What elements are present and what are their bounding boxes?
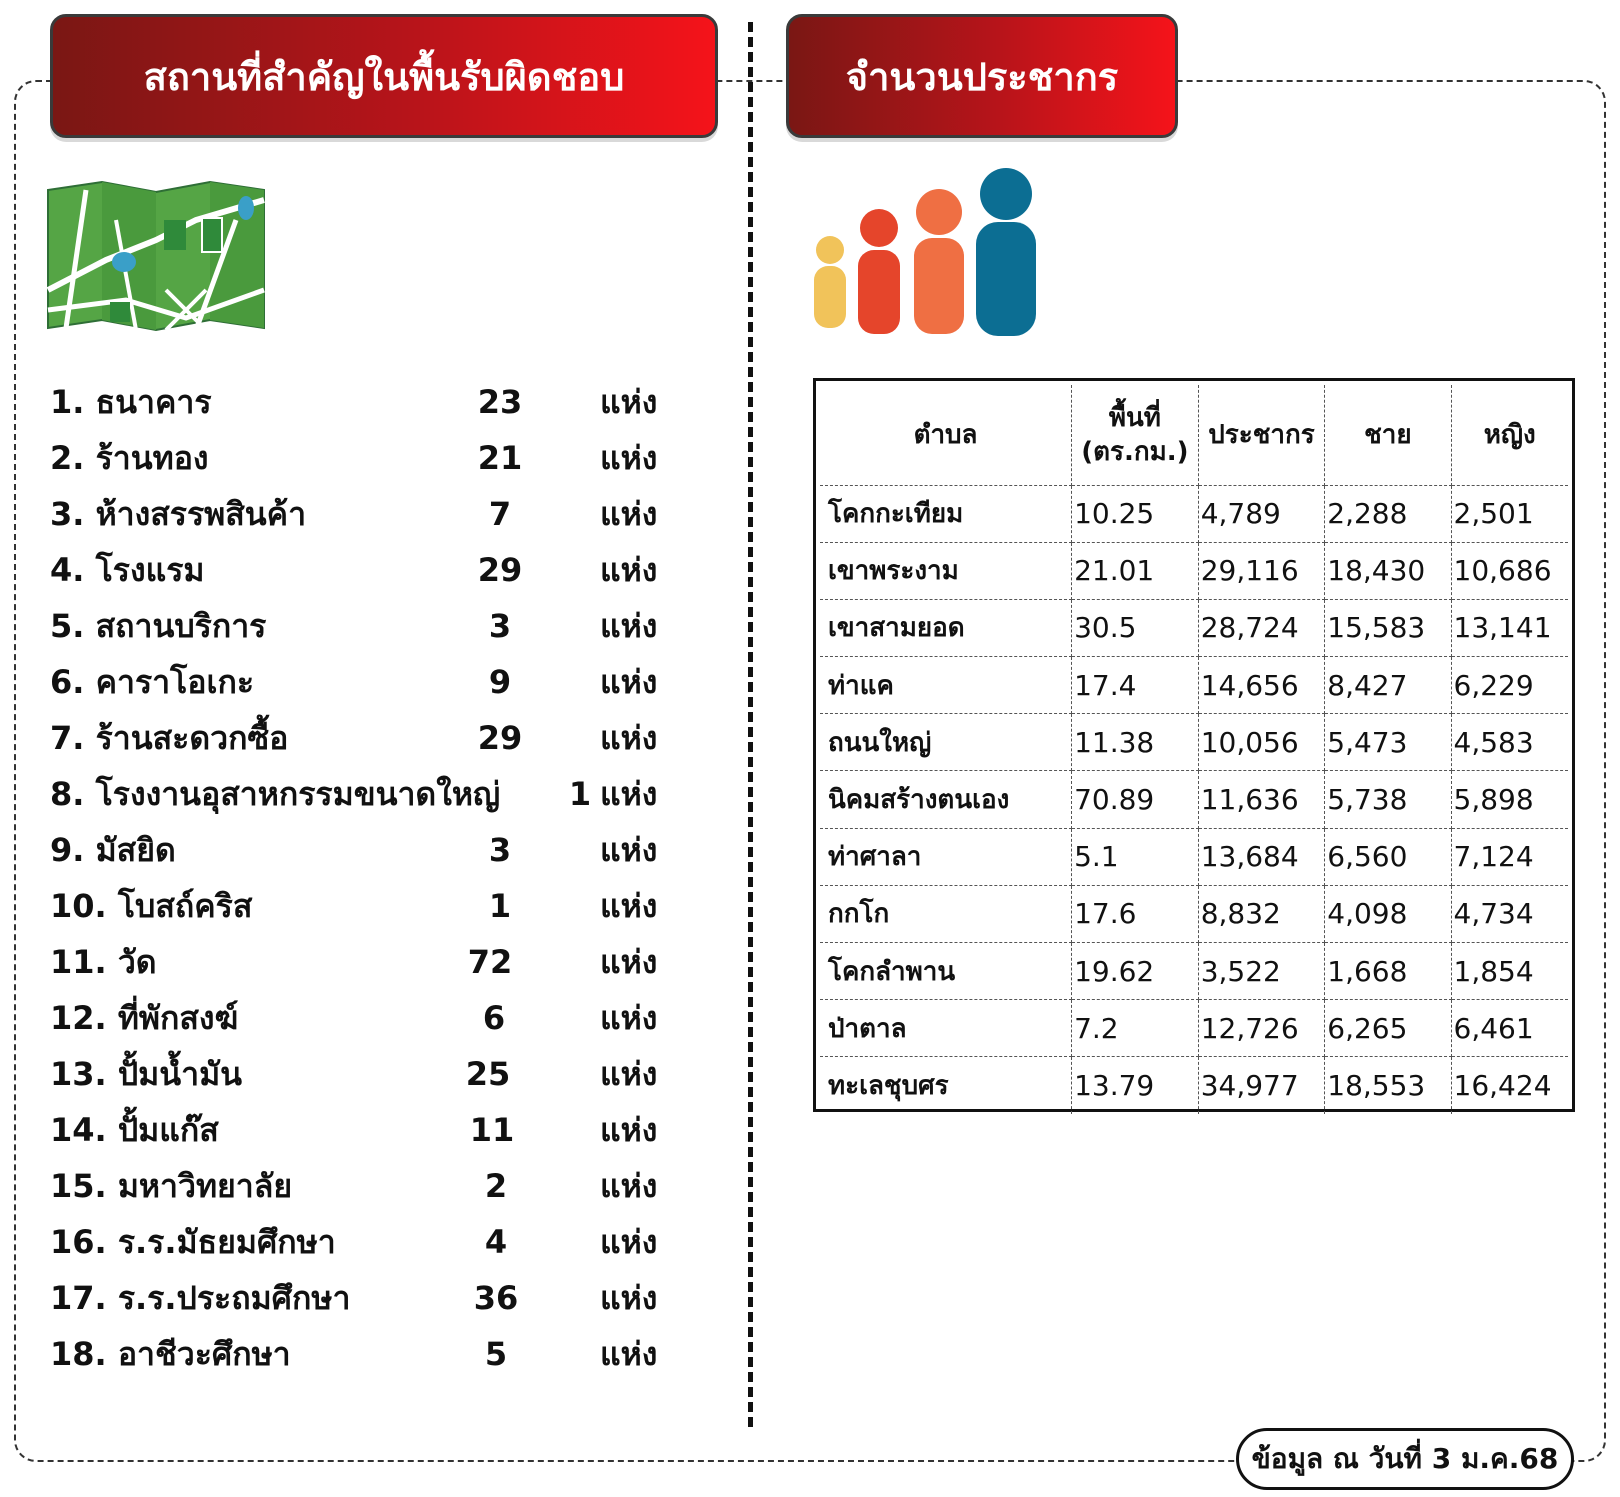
place-count: 1 <box>488 887 512 925</box>
table-row <box>820 1057 1568 1114</box>
landmarks-list <box>50 374 710 1382</box>
place-count: 3 <box>488 607 512 645</box>
table-row <box>820 1000 1568 1057</box>
place-count: 6 <box>482 999 506 1037</box>
place-unit: แห่ง <box>600 607 658 645</box>
place-unit: แห่ง <box>600 1335 658 1373</box>
list-item <box>50 1102 710 1158</box>
place-label: 10. โบสถ์คริส <box>50 887 253 925</box>
cell-area: 70.89 <box>1072 771 1199 828</box>
cell-male: 2,288 <box>1325 485 1451 542</box>
place-label: 11. วัด <box>50 943 157 981</box>
cell-population: 12,726 <box>1198 1000 1325 1057</box>
landmarks-title: สถานที่สำคัญในพื้นรับผิดชอบ <box>143 54 625 99</box>
list-item <box>50 934 710 990</box>
place-label: 15. มหาวิทยาลัย <box>50 1167 293 1205</box>
table-row <box>820 542 1568 599</box>
cell-population: 8,832 <box>1198 885 1325 942</box>
place-count: 25 <box>465 1055 511 1093</box>
cell-subdistrict: เขาพระงาม <box>820 542 1072 599</box>
cell-female: 4,734 <box>1451 885 1568 942</box>
place-label: 12. ที่พักสงฆ์ <box>50 999 239 1037</box>
cell-male: 8,427 <box>1325 657 1451 714</box>
list-item <box>50 878 710 934</box>
place-label: 17. ร.ร.ประถมศึกษา <box>50 1279 351 1317</box>
list-item <box>50 822 710 878</box>
column-divider <box>748 22 753 1427</box>
place-label: 2. ร้านทอง <box>50 439 209 477</box>
list-item <box>50 990 710 1046</box>
cell-area: 17.6 <box>1072 885 1199 942</box>
cell-population: 14,656 <box>1198 657 1325 714</box>
cell-population: 28,724 <box>1198 599 1325 656</box>
landmarks-title-banner <box>50 14 718 138</box>
cell-population: 10,056 <box>1198 714 1325 771</box>
place-label: 6. คาราโอเกะ <box>50 663 254 701</box>
list-item <box>50 430 710 486</box>
place-count: 5 <box>484 1335 508 1373</box>
cell-population: 34,977 <box>1198 1057 1325 1114</box>
cell-female: 6,229 <box>1451 657 1568 714</box>
table-header-row <box>820 385 1568 485</box>
cell-female: 2,501 <box>1451 485 1568 542</box>
cell-female: 10,686 <box>1451 542 1568 599</box>
list-item <box>50 1214 710 1270</box>
list-item <box>50 1326 710 1382</box>
table-row <box>820 828 1568 885</box>
header-female: หญิง <box>1451 385 1568 485</box>
place-count: 7 <box>488 495 512 533</box>
place-unit: แห่ง <box>600 999 658 1037</box>
place-unit: แห่ง <box>600 775 658 813</box>
list-item <box>50 598 710 654</box>
population-title: จำนวนประชากร <box>845 54 1119 99</box>
table-row <box>820 599 1568 656</box>
place-count: 9 <box>488 663 512 701</box>
list-item <box>50 542 710 598</box>
list-item <box>50 1158 710 1214</box>
population-table <box>813 378 1575 1112</box>
place-unit: แห่ง <box>600 831 658 869</box>
cell-female: 5,898 <box>1451 771 1568 828</box>
place-label: 4. โรงแรม <box>50 551 205 589</box>
cell-male: 18,553 <box>1325 1057 1451 1114</box>
cell-population: 3,522 <box>1198 943 1325 1000</box>
place-count: 29 <box>477 719 523 757</box>
place-unit: แห่ง <box>600 1055 658 1093</box>
table-row <box>820 885 1568 942</box>
place-unit: แห่ง <box>600 439 658 477</box>
cell-subdistrict: ป่าตาล <box>820 1000 1072 1057</box>
header-area <box>1072 385 1199 485</box>
place-unit: แห่ง <box>600 1223 658 1261</box>
list-item <box>50 766 710 822</box>
place-unit: แห่ง <box>600 1167 658 1205</box>
cell-area: 21.01 <box>1072 542 1199 599</box>
place-label: 3. ห้างสรรพสินค้า <box>50 495 307 533</box>
place-label: 14. ปั้มแก๊ส <box>50 1111 219 1149</box>
cell-subdistrict: ท่าแค <box>820 657 1072 714</box>
cell-female: 6,461 <box>1451 1000 1568 1057</box>
place-label: 5. สถานบริการ <box>50 607 267 645</box>
folded-map-icon <box>46 180 276 338</box>
cell-male: 6,265 <box>1325 1000 1451 1057</box>
place-count: 1 <box>568 775 592 813</box>
place-unit: แห่ง <box>600 1111 658 1149</box>
header-area-line2: (ตร.กม.) <box>1081 436 1189 467</box>
footnote-text: ข้อมูล ณ วันที่ 3 ม.ค.68 <box>1251 1442 1559 1475</box>
cell-female: 4,583 <box>1451 714 1568 771</box>
table-row <box>820 714 1568 771</box>
table-row <box>820 771 1568 828</box>
cell-area: 7.2 <box>1072 1000 1199 1057</box>
data-date-footnote <box>1236 1428 1574 1490</box>
cell-male: 6,560 <box>1325 828 1451 885</box>
cell-subdistrict: เขาสามยอด <box>820 599 1072 656</box>
place-label: 7. ร้านสะดวกซื้อ <box>50 719 289 757</box>
cell-population: 13,684 <box>1198 828 1325 885</box>
table-row <box>820 657 1568 714</box>
header-population: ประชากร <box>1198 385 1325 485</box>
place-count: 36 <box>473 1279 519 1317</box>
cell-male: 5,738 <box>1325 771 1451 828</box>
place-count: 23 <box>477 383 523 421</box>
cell-male: 15,583 <box>1325 599 1451 656</box>
list-item <box>50 710 710 766</box>
cell-subdistrict: โคกกะเทียม <box>820 485 1072 542</box>
place-count: 4 <box>484 1223 508 1261</box>
place-unit: แห่ง <box>600 551 658 589</box>
list-item <box>50 486 710 542</box>
cell-area: 13.79 <box>1072 1057 1199 1114</box>
table-body <box>820 485 1568 1114</box>
place-label: 18. อาชีวะศึกษา <box>50 1335 291 1373</box>
place-label: 16. ร.ร.มัธยมศึกษา <box>50 1223 336 1261</box>
cell-area: 19.62 <box>1072 943 1199 1000</box>
list-item <box>50 654 710 710</box>
cell-male: 1,668 <box>1325 943 1451 1000</box>
table-row <box>820 485 1568 542</box>
place-unit: แห่ง <box>600 663 658 701</box>
place-unit: แห่ง <box>600 943 658 981</box>
cell-subdistrict: ท่าศาลา <box>820 828 1072 885</box>
list-item <box>50 1270 710 1326</box>
place-unit: แห่ง <box>600 495 658 533</box>
header-male: ชาย <box>1325 385 1451 485</box>
cell-subdistrict: ถนนใหญ่ <box>820 714 1072 771</box>
cell-male: 5,473 <box>1325 714 1451 771</box>
table-row <box>820 943 1568 1000</box>
place-unit: แห่ง <box>600 383 658 421</box>
cell-area: 17.4 <box>1072 657 1199 714</box>
family-people-icon <box>812 168 1044 338</box>
header-subdistrict: ตำบล <box>820 385 1072 485</box>
cell-subdistrict: กกโก <box>820 885 1072 942</box>
place-count: 3 <box>488 831 512 869</box>
cell-female: 7,124 <box>1451 828 1568 885</box>
cell-subdistrict: นิคมสร้างตนเอง <box>820 771 1072 828</box>
cell-female: 16,424 <box>1453 1069 1552 1103</box>
place-unit: แห่ง <box>600 1279 658 1317</box>
cell-female: 1,854 <box>1451 943 1568 1000</box>
header-area-line1: พื้นที่ <box>1108 402 1161 433</box>
cell-female: 13,141 <box>1451 599 1568 656</box>
place-label: 9. มัสยิด <box>50 831 176 869</box>
cell-area: 30.5 <box>1072 599 1199 656</box>
place-count: 11 <box>469 1111 515 1149</box>
place-unit: แห่ง <box>600 887 658 925</box>
cell-population: 11,636 <box>1198 771 1325 828</box>
place-label: 1. ธนาคาร <box>50 383 212 421</box>
place-label: 13. ปั้มน้ำมัน <box>50 1055 243 1093</box>
population-title-banner <box>786 14 1178 138</box>
cell-area: 11.38 <box>1072 714 1199 771</box>
cell-population: 4,789 <box>1198 485 1325 542</box>
cell-male: 18,430 <box>1325 542 1451 599</box>
cell-subdistrict: โคกลำพาน <box>820 943 1072 1000</box>
cell-area: 5.1 <box>1072 828 1199 885</box>
place-count: 21 <box>477 439 523 477</box>
cell-area: 10.25 <box>1072 485 1199 542</box>
cell-subdistrict: ทะเลชุบศร <box>820 1057 1072 1114</box>
place-count: 72 <box>467 943 513 981</box>
list-item <box>50 1046 710 1102</box>
cell-male: 4,098 <box>1325 885 1451 942</box>
place-count: 2 <box>484 1167 508 1205</box>
place-count: 29 <box>477 551 523 589</box>
cell-population: 29,116 <box>1198 542 1325 599</box>
place-unit: แห่ง <box>600 719 658 757</box>
place-label: 8. โรงงานอุสาหกรรมขนาดใหญ่ <box>50 775 501 813</box>
list-item <box>50 374 710 430</box>
